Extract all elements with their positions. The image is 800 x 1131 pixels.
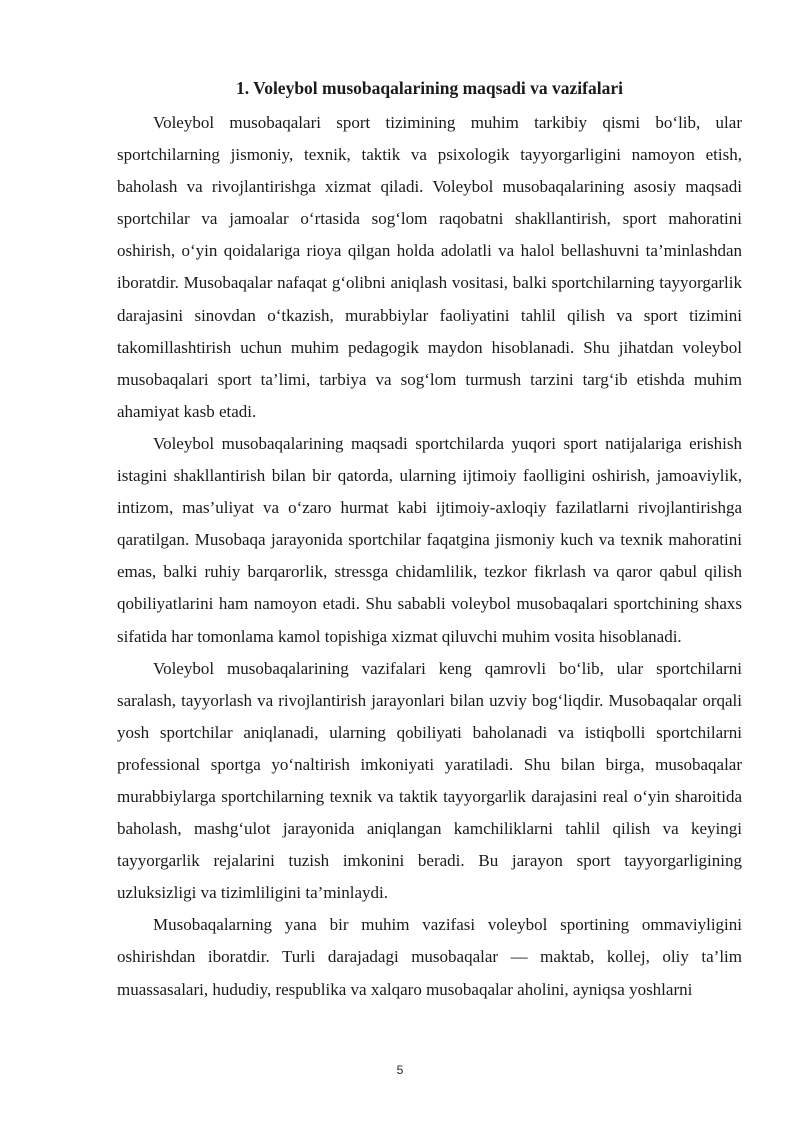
paragraph: Voleybol musobaqalari sport tizimining muhim tarkibiy qismi bo‘lib, ular sportchilarning jismoniy, texnik, taktik va psixologik tayyorgarligini namoyon etish, baholash va rivojlantirishga xizmat qiladi. Voleybol musobaqalarining asosiy maqsadi sportchilar va jamoalar o‘rtasida sog‘lom raqobatni shakllantirish, sport mahoratini oshirish, o‘yin qoidalariga rioya qilgan holda adolatli va halol bellashuvni ta’minlashdan iboratdir. Musobaqalar nafaqat g‘olibni aniqlash vositasi, balki sportchilarning tayyorgarlik darajasini sinovdan o‘tkazish, murabbiylar faoliyatini tahlil qilish va sport tizimini takomillashtirish uchun muhim pedagogik maydon hisoblanadi. Shu jihatdan voleybol musobaqalari sport ta’limi, tarbiya va sog‘lom turmush tarzini targ‘ib etishda muhim ahamiyat kasb etadi. — [117, 113, 742, 421]
section-title: 1. Voleybol musobaqalarining maqsadi va vazifalari — [235, 78, 623, 98]
paragraph: Musobaqalarning yana bir muhim vazifasi voleybol sportining ommaviyligini oshirishdan iboratdir. Turli darajadagi musobaqalar — maktab, kollej, oliy ta’lim muassasalari, hududiy, respublika va xalqaro musobaqalar aholini, ayniqsa yoshlarni — [117, 915, 742, 999]
paragraph: Voleybol musobaqalarining maqsadi sportchilarda yuqori sport natijalariga erishish istagini shakllantirish bilan bir qatorda, ularning ijtimoiy faolligini oshirish, jamoaviylik, intizom, mas’uliyat va o‘zaro hurmat kabi ijtimoiy-axloqiy fazilatlarni rivojlantirishga qaratilgan. Musobaqa jarayonida sportchilar faqatgina jismoniy kuch va texnik mahoratini emas, balki ruhiy barqarorlik, stressga chidamlilik, tezkor fikrlash va qaror qabul qilish qobiliyatlarini ham namoyon etadi. Shu sababli voleybol musobaqalari sportchining shaxs sifatida har tomonlama kamol topishiga xizmat qiluvchi muhim vosita hisoblanadi. — [117, 433, 742, 646]
page-number: 5 — [396, 1063, 404, 1077]
page-content — [117, 72, 742, 1006]
paragraph: Voleybol musobaqalarining vazifalari keng qamrovli bo‘lib, ular sportchilarni saralash, tayyorlash va rivojlantirish jarayonlari bilan uzviy bog‘liqdir. Musobaqalar orqali yosh sportchilar aniqlanadi, ularning qobiliyati baholanadi va istiqbolli sportchilarni professional sportga yo‘naltirish imkoniyati yaratiladi. Shu bilan birga, musobaqalar murabbiylarga sportchilarning texnik va taktik tayyorgarlik darajasini real o‘yin sharoitida baholash, mashg‘ulot jarayonida aniqlangan kamchiliklarni tahlil qilish va keyingi tayyorgarlik rejalarini tuzish imkonini beradi. Bu jarayon sport tayyorgarligining uzluksizligi va tizimliligini ta’minlaydi. — [117, 658, 742, 903]
